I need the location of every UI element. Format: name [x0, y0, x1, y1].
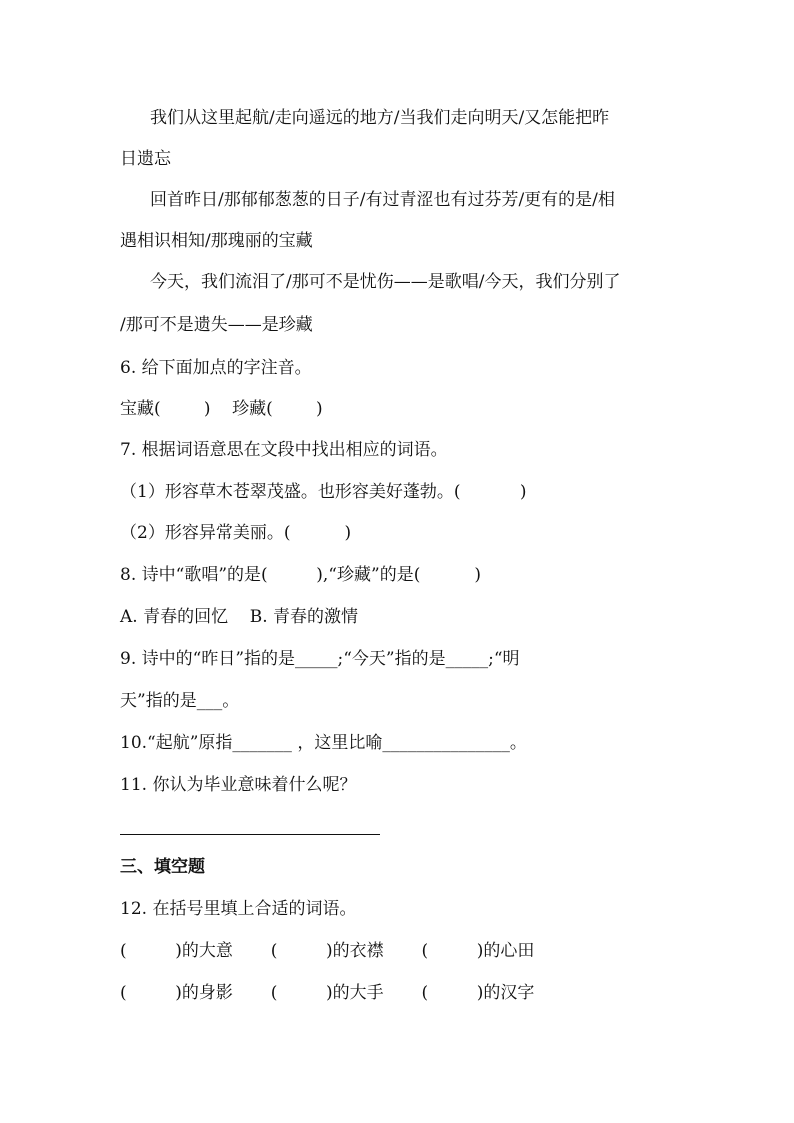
question-6: 6. 给下面加点的字注音。 [120, 358, 312, 378]
passage-line: 遇相识相知/那瑰丽的宝藏 [120, 231, 313, 251]
question-7-item-2: （2）形容异常美丽。( ) [120, 523, 352, 543]
question-11: 11. 你认为毕业意味着什么呢？ [120, 775, 357, 795]
question-10: 10.“起航”原指_______ ，这里比喻_______________。 [120, 733, 527, 753]
question-8: 8. 诗中“歌唱”的是( ),“珍藏”的是( ) [120, 565, 481, 585]
question-6-blanks: 宝藏( ) 珍藏( ) [120, 399, 323, 419]
question-8-options: A. 青春的回忆 B. 青春的激情 [120, 607, 358, 627]
question-9-cont: 天”指的是___。 [120, 691, 240, 711]
fill-row-2: ( )的身影 ( )的大手 ( )的汉字 [120, 983, 535, 1003]
question-7-item-1: （1）形容草木苍翠茂盛。也形容美好蓬勃。( ) [120, 482, 527, 502]
passage-line: 回首昨日/那郁郁葱葱的日子/有过青涩也有过芬芳/更有的是/相 [150, 190, 615, 210]
passage-line: 今天，我们流泪了/那可不是忧伤——是歌唱/今天，我们分别了 [150, 272, 621, 292]
passage-line: /那可不是遗失——是珍藏 [120, 315, 313, 335]
passage-line: 日遗忘 [120, 149, 171, 169]
answer-line[interactable] [120, 834, 380, 835]
question-7: 7. 根据词语意思在文段中找出相应的词语。 [120, 440, 448, 460]
section-heading: 三、填空题 [120, 857, 205, 877]
passage-line: 我们从这里起航/走向遥远的地方/当我们走向明天/又怎能把昨 [150, 108, 610, 128]
question-9: 9. 诗中的“昨日”指的是_____;“今天”指的是_____;“明 [120, 649, 520, 669]
fill-row-1: ( )的大意 ( )的衣襟 ( )的心田 [120, 941, 535, 961]
question-12: 12. 在括号里填上合适的词语。 [120, 899, 357, 919]
